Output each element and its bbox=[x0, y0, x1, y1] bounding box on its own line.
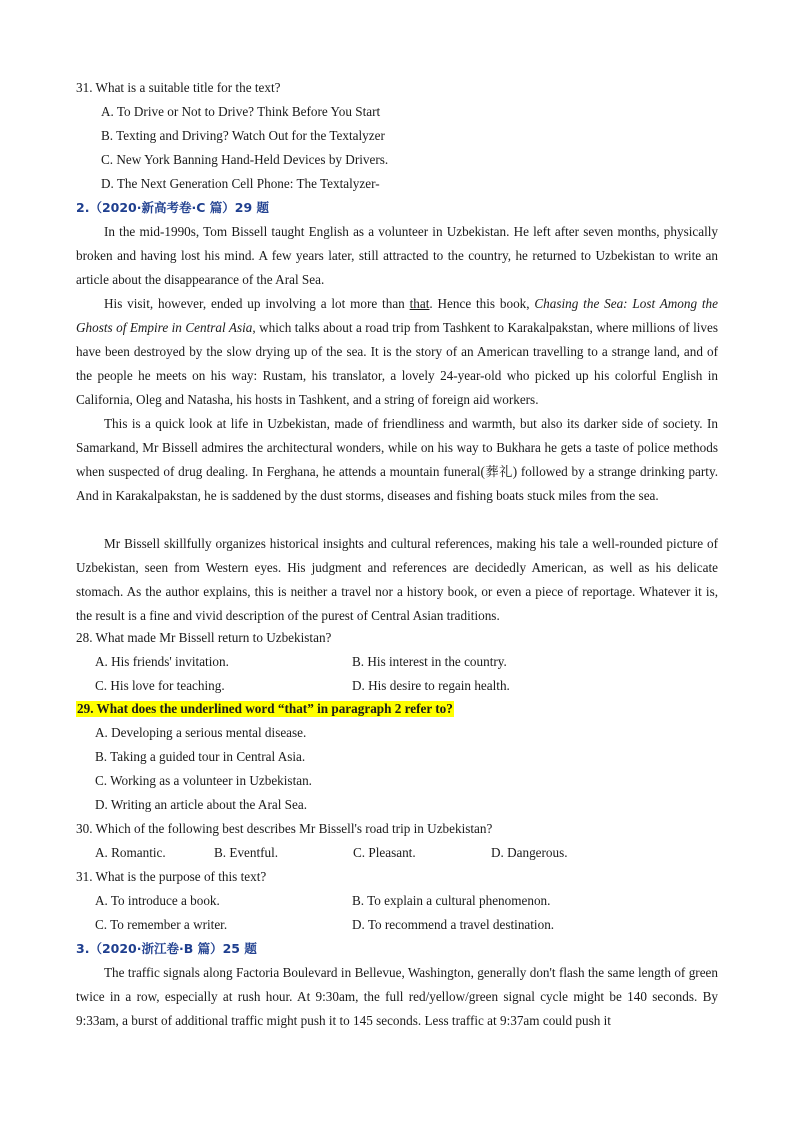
q31-option-d: D. To recommend a travel destination. bbox=[352, 917, 555, 932]
q29-option-d: D. Writing an article about the Aral Sea. bbox=[95, 797, 307, 812]
passage-paragraph-2 bbox=[76, 292, 718, 412]
q28-option-d: D. His desire to regain health. bbox=[352, 678, 510, 693]
prev-option-d: D. The Next Generation Cell Phone: The Textalyzer- bbox=[101, 176, 380, 191]
q30-option-c: C. Pleasant. bbox=[353, 845, 416, 860]
book-title: Chasing the Sea: Lost Among the Ghosts of Empire in Central Asia bbox=[76, 296, 718, 335]
q31-option-b: B. To explain a cultural phenomenon. bbox=[352, 893, 551, 908]
paragraph-2-text-c: , which talks about a road trip from Tashkent to Karakalpakstan, where millions of lives have been destroyed by the slow drying up of the sea. It is the story of an American travelling to a strange land, and of the people he meets on his way: Rustam, his translator, a lovely 24-year-old who picked up his colorful English in California, Oleg and Natasha, his hosts in Tashkent, and a string of foreign aid workers. bbox=[76, 320, 718, 407]
q30-option-b: B. Eventful. bbox=[214, 845, 279, 860]
q29-option-b: B. Taking a guided tour in Central Asia. bbox=[95, 749, 306, 764]
passage-paragraph-1: In the mid-1990s, Tom Bissell taught English as a volunteer in Uzbekistan. He left after seven months, physically broken and having lost his mind. A few years later, still attracted to the country, he returned to Uzbekistan to write an article about the disappearance of the Aral Sea. bbox=[76, 224, 718, 287]
q28-option-c: C. His love for teaching. bbox=[95, 678, 225, 693]
q31-stem: 31. What is the purpose of this text? bbox=[76, 869, 267, 884]
q31-option-c: C. To remember a writer. bbox=[95, 917, 228, 932]
passage-paragraph-3: This is a quick look at life in Uzbekistan, made of friendliness and warmth, but also its darker side of society. In Samarkand, Mr Bissell admires the architectural wonders, while on his way to Bukhara he gets a taste of police methods when suspected of drug dealing. In Ferghana, he attends a mountain funeral(葬礼) followed by a strange drinking party. And in Karakalpakstan, he is saddened by the dust storms, diseases and fishing boats stuck miles from the sea. bbox=[76, 416, 718, 503]
q28-option-a: A. His friends' invitation. bbox=[95, 654, 229, 669]
q28-option-b: B. His interest in the country. bbox=[352, 654, 507, 669]
q28-stem: 28. What made Mr Bissell return to Uzbekistan? bbox=[76, 630, 332, 645]
section-2-heading: 2.（2020·新高考卷·C 篇）29 题 bbox=[76, 200, 270, 215]
prev-option-b: B. Texting and Driving? Watch Out for the Textalyzer bbox=[101, 128, 385, 143]
paragraph-2-text-a: His visit, however, ended up involving a lot more than bbox=[104, 296, 410, 311]
q29-option-a: A. Developing a serious mental disease. bbox=[95, 725, 307, 740]
q29-option-c: C. Working as a volunteer in Uzbekistan. bbox=[95, 773, 312, 788]
prev-question-stem: 31. What is a suitable title for the text? bbox=[76, 80, 281, 95]
q30-option-a: A. Romantic. bbox=[95, 845, 166, 860]
prev-option-a: A. To Drive or Not to Drive? Think Before You Start bbox=[101, 104, 381, 119]
q29-stem-highlighted: 29. What does the underlined word “that” in paragraph 2 refer to? bbox=[77, 701, 453, 716]
section-3-paragraph-1: The traffic signals along Factoria Boulevard in Bellevue, Washington, generally don't flash the same length of green twice in a row, especially at rush hour. At 9:30am, the full red/yellow/green signal cycle might be 140 seconds. By 9:33am, a burst of additional traffic might push it to 145 seconds. Less traffic at 9:37am could push it bbox=[76, 965, 718, 1028]
q31-option-a: A. To introduce a book. bbox=[95, 893, 220, 908]
prev-option-c: C. New York Banning Hand-Held Devices by Drivers. bbox=[101, 152, 389, 167]
underlined-word-that: that bbox=[409, 296, 430, 311]
q30-stem: 30. Which of the following best describes Mr Bissell's road trip in Uzbekistan? bbox=[76, 821, 493, 836]
q30-option-d: D. Dangerous. bbox=[491, 845, 568, 860]
paragraph-2-text-b: . Hence this book, bbox=[429, 296, 535, 311]
passage-paragraph-4: Mr Bissell skillfully organizes historical insights and cultural references, making his tale a well-rounded picture of Uzbekistan, seen from Western eyes. His judgment and references are decidedly American, as well as his delicate stomach. As the author explains, this is neither a travel nor a history book, or even a piece of reportage. Whatever it is, the result is a fine and vivid description of the purest of Central Asian traditions. bbox=[76, 536, 718, 623]
section-3-heading: 3.（2020·浙江卷·B 篇）25 题 bbox=[76, 941, 257, 956]
